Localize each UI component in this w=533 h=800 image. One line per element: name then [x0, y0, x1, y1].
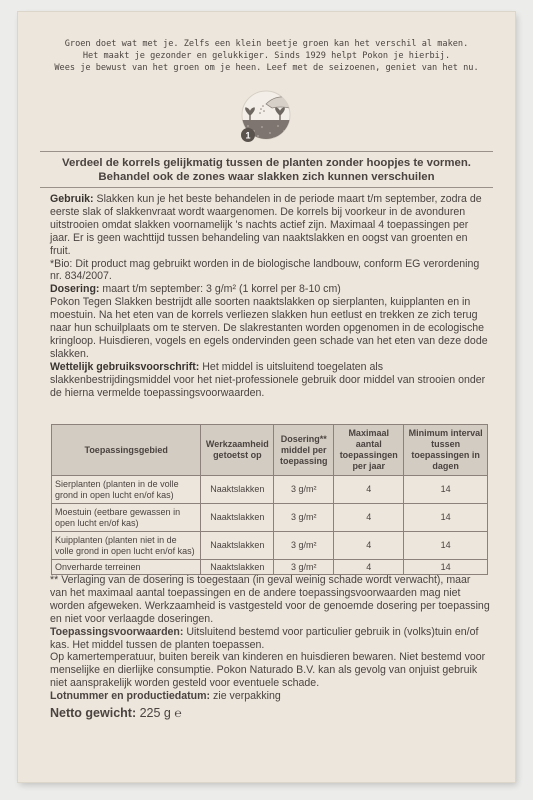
gebruik-text: Slakken kun je het beste behandelen in de periode maart t/m september, zodra de eerste slak of slakkenvraat wordt waargenomen. De korrels bij voorkeur in de avonduren uitstrooien omdat slakken voornamelijk 's nachts actief zijn. Maximaal 4 toepassingen per jaar. Er is geen wachttijd tussen behandeling van naaktslakken en oogst van groenten en fruit.: [50, 193, 482, 257]
lotnummer-text: zie verpakking: [210, 690, 281, 703]
bio-paragraph: *Bio: Dit product mag gebruikt worden in de biologische landbouw, conform EG verordening nr. 834/2007.: [50, 257, 480, 283]
dosering-label: Dosering:: [50, 283, 100, 296]
toepassing-text: Uitsluitend bestemd voor particulier gebruik in (volks)tuin en/of kas. Het middel tussen de planten toepassen.: [50, 625, 479, 651]
sowing-hand-icon: [236, 86, 296, 146]
table-header: Dosering** middel per toepassing: [274, 425, 334, 476]
table-header-row: [52, 425, 488, 476]
table-cell: 14: [404, 476, 488, 504]
gebruik-label: Gebruik:: [50, 193, 94, 205]
table-cell: 14: [404, 532, 488, 560]
application-table: [51, 424, 488, 575]
table-header: Maximaal aantal toepassingen per jaar: [334, 425, 404, 476]
divider-instruction: [40, 187, 493, 188]
table-cell: Kuipplanten (planten niet in de volle grond in open lucht en/of kas): [52, 532, 201, 560]
slogan-line-2: Het maakt je gezonder en gelukkiger. Sinds 1929 helpt Pokon je hierbij.: [82, 51, 451, 61]
table-cell: Naaktslakken: [201, 476, 274, 504]
table-cell: 4: [334, 476, 404, 504]
toepassing-paragraph: [50, 626, 490, 652]
conditions-section: [50, 574, 490, 721]
table-cell: 4: [334, 560, 404, 575]
dosering-paragraph: [50, 283, 490, 296]
table-cell: Naaktslakken: [201, 532, 274, 560]
instruction-text: Verdeel de korrels gelijkmatig tussen de planten zonder hoopjes te vormen. Behandel ook de zones waar slakken zich kunnen verschuilen: [62, 157, 471, 183]
table-cell: 4: [334, 532, 404, 560]
estimate-mark-icon: ℮: [174, 706, 182, 721]
table-cell: Moestuin (eetbare gewassen in open lucht en/of kas): [52, 504, 201, 532]
table-cell: 3 g/m²: [274, 532, 334, 560]
table-row: [52, 560, 488, 575]
netto-paragraph: [50, 705, 490, 721]
gebruik-paragraph: [50, 193, 490, 258]
table-cell: 4: [334, 504, 404, 532]
table-cell: Onverharde terreinen: [52, 560, 201, 575]
footnote: ** Verlaging van de dosering is toegestaan (in geval weinig schade wordt verwacht), maar van het maximaal aantal toepassingen en de andere toepassingsvoorwaarden mag niet worden afgeweken. Werkzaamheid is vastgesteld voor de genoemde dosering per toepassing en niet voor verlaagde doseringen.: [50, 574, 490, 625]
table-row: [52, 476, 488, 504]
dosering-description: Pokon Tegen Slakken bestrijdt alle soorten naaktslakken op sierplanten, kuipplanten en in moestuin. Na het eten van de korrels verliezen slakken hun eetlust en trekken ze zich terug naar hun schuilplaats om te sterven. De slakrestanten worden opgenomen in de ecologische kringloop. Huisdieren, vogels en egels ondervinden geen schade van het eten van deze dode slakken.: [50, 296, 488, 360]
step-number: 1: [245, 130, 251, 141]
netto-label: Netto gewicht:: [50, 706, 137, 721]
divider-top: [40, 151, 493, 152]
table-cell: Naaktslakken: [201, 504, 274, 532]
lotnummer-paragraph: [50, 690, 490, 703]
wettelijk-paragraph: [50, 361, 490, 400]
table-header: Minimum interval tussen toepassingen in dagen: [404, 425, 488, 476]
table-cell: 14: [404, 504, 488, 532]
storage-text: Op kamertemperatuur, buiten bereik van kinderen en huisdieren bewaren. Niet bestemd voor menselijke en dierlijke consumptie. Pokon Naturado B.V. kan als gevolg van onjuist gebruik niet aansprakelijk worden gesteld voor eventuele schade.: [50, 651, 486, 690]
lotnummer-label: Lotnummer en productiedatum:: [50, 690, 211, 703]
usage-section: [50, 193, 490, 400]
table-cell: 3 g/m²: [274, 476, 334, 504]
toepassing-label: Toepassingsvoorwaarden:: [50, 625, 184, 638]
wettelijk-label: Wettelijk gebruiksvoorschrift:: [50, 360, 200, 373]
table-cell: Naaktslakken: [201, 560, 274, 575]
table-header: Werkzaamheid getoetst op: [201, 425, 274, 476]
dosering-text: maart t/m september: 3 g/m² (1 korrel per 8-10 cm): [99, 283, 341, 296]
slogan: [40, 38, 493, 74]
table-cell: 14: [404, 560, 488, 575]
slogan-line-3: Wees je bewust van het groen om je heen. Leef met de seizoenen, geniet van het nu.: [54, 63, 479, 73]
table-row: [52, 532, 488, 560]
table-cell: Sierplanten (planten in de volle grond in open lucht en/of kas): [52, 476, 201, 504]
wettelijk-text: Het middel is uitsluitend toegelaten als slakkenbestrijdingsmiddel voor het niet-professionele gebruik door middel van strooien onder de hierna vermelde toepassingsvoorwaarden.: [50, 360, 486, 399]
table-cell: 3 g/m²: [274, 504, 334, 532]
step-illustration: [236, 86, 296, 146]
table-cell: 3 g/m²: [274, 560, 334, 575]
slogan-line-1: Groen doet wat met je. Zelfs een klein beetje groen kan het verschil al maken.: [64, 39, 469, 49]
table-header: Toepassingsgebied: [52, 425, 201, 476]
netto-text: 225 g: [136, 706, 175, 721]
table-row: [52, 504, 488, 532]
